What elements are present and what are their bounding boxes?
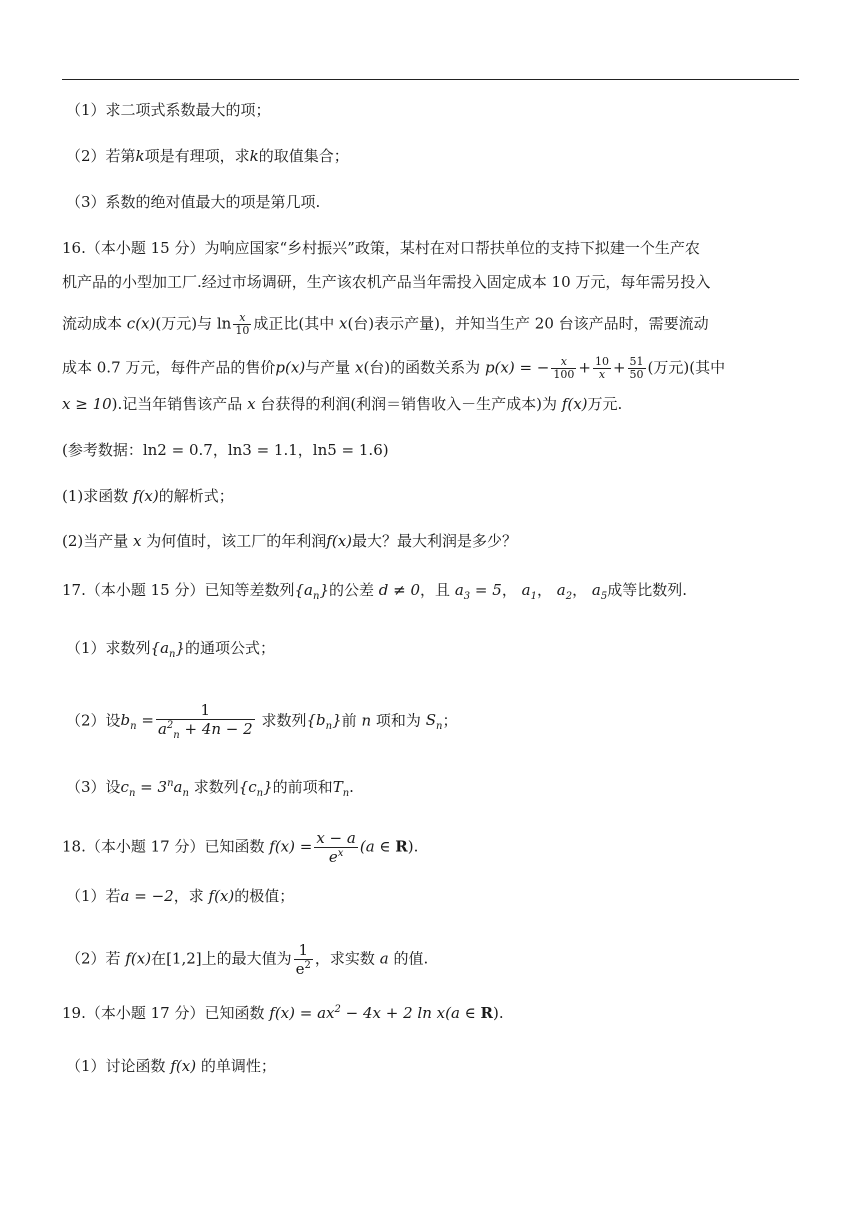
q18-part2: （2）若 f(x)在[1,2]上的最大值为 $\frac{1}{e^2}$ ，求实数 a 的值. bbox=[66, 941, 429, 978]
q17-part3: （3）设$c_n = 3^na_n$ 求数列$\{c_n\}$的前项和$T_n$. bbox=[66, 778, 354, 799]
q15-part1: （1）求二项式系数最大的项； bbox=[66, 101, 271, 119]
q15-part3: （3）系数的绝对值最大的项是第几项. bbox=[66, 193, 321, 211]
q19-part1: （1）讨论函数 f(x) 的单调性； bbox=[66, 1057, 276, 1075]
q18-part1: （1）若a = −2，求 f(x)的极值； bbox=[66, 887, 295, 905]
fraction-1-over-e-squared: $\frac{1}{e^2}$ bbox=[295, 941, 311, 978]
fraction-x-minus-a-over-ex: $\frac{x - a}{e^x}$ bbox=[316, 829, 356, 866]
q16-line2: 机产品的小型加工厂.经过市场调研，生产该农机产品当年需投入固定成本 10 万元，每年需另投入 bbox=[62, 273, 711, 291]
fraction-x-over-100: $\frac{x}{100}$ bbox=[553, 355, 575, 382]
q18-heading: 18.（本小题 17 分）已知函数 f(x) = $\frac{x - a}{e^x}$ (a ∈ R). bbox=[62, 829, 419, 866]
q16-line4: 成本 0.7 万元，每件产品的售价p(x)与产量 x(台)的函数关系为 p(x) = − $\frac{x}{100}$ + $\frac{10}{x}$ + $\frac{51}{50}$ (万元)(其中 bbox=[62, 355, 726, 382]
q15-part2: （2）若第k项是有理项，求k的取值集合； bbox=[66, 147, 349, 165]
q16-line5: x ≥ 10).记当年销售该产品 x 台获得的利润(利润＝销售收入－生产成本)为 f(x)万元. bbox=[62, 395, 623, 413]
q19-heading: 19.（本小题 17 分）已知函数 $f(x) = ax^2 - 4x + 2$ ln x(a ∈ R). bbox=[62, 1004, 504, 1022]
q16-reference-data: (参考数据：ln2 = 0.7，ln3 = 1.1，ln5 = 1.6) bbox=[62, 441, 389, 459]
q16-line3: 流动成本 c(x)(万元)与 ln $\frac{x}{10}$ 成正比(其中 x(台)表示产量)，并知当生产 20 台该产品时，需要流动 bbox=[62, 311, 709, 338]
fraction-10-over-x: $\frac{10}{x}$ bbox=[594, 355, 609, 382]
q16-sub2: (2)当产量 x 为何值时，该工厂的年利润f(x)最大？最大利润是多少？ bbox=[62, 532, 518, 550]
q17-part1: （1）求数列$\{a_n\}$的通项公式； bbox=[66, 639, 276, 660]
fraction-bn-definition: $\frac{1}{a^2_n + 4n - 2}$ bbox=[157, 701, 253, 741]
q16-sub1: (1)求函数 f(x)的解析式； bbox=[62, 487, 234, 505]
header-rule bbox=[62, 79, 799, 80]
fraction-51-over-50: $\frac{51}{50}$ bbox=[629, 355, 644, 382]
q17-heading: 17.（本小题 15 分）已知等差数列$\{a_n\}$的公差 d ≠ 0，且 $a_3 = 5$， $a_1$， $a_2$， $a_5$成等比数列. bbox=[62, 581, 687, 602]
q16-line1: 16.（本小题 15 分）为响应国家“乡村振兴”政策，某村在对口帮扶单位的支持下拟建一个生产农 bbox=[62, 239, 700, 257]
fraction-x-over-10: $\frac{x}{10}$ bbox=[235, 311, 250, 338]
q17-part2: （2）设$b_n$ = $\frac{1}{a^2_n + 4n - 2}$ 求数列$\{b_n\}$前 n 项和为 $S_n$； bbox=[66, 701, 458, 741]
